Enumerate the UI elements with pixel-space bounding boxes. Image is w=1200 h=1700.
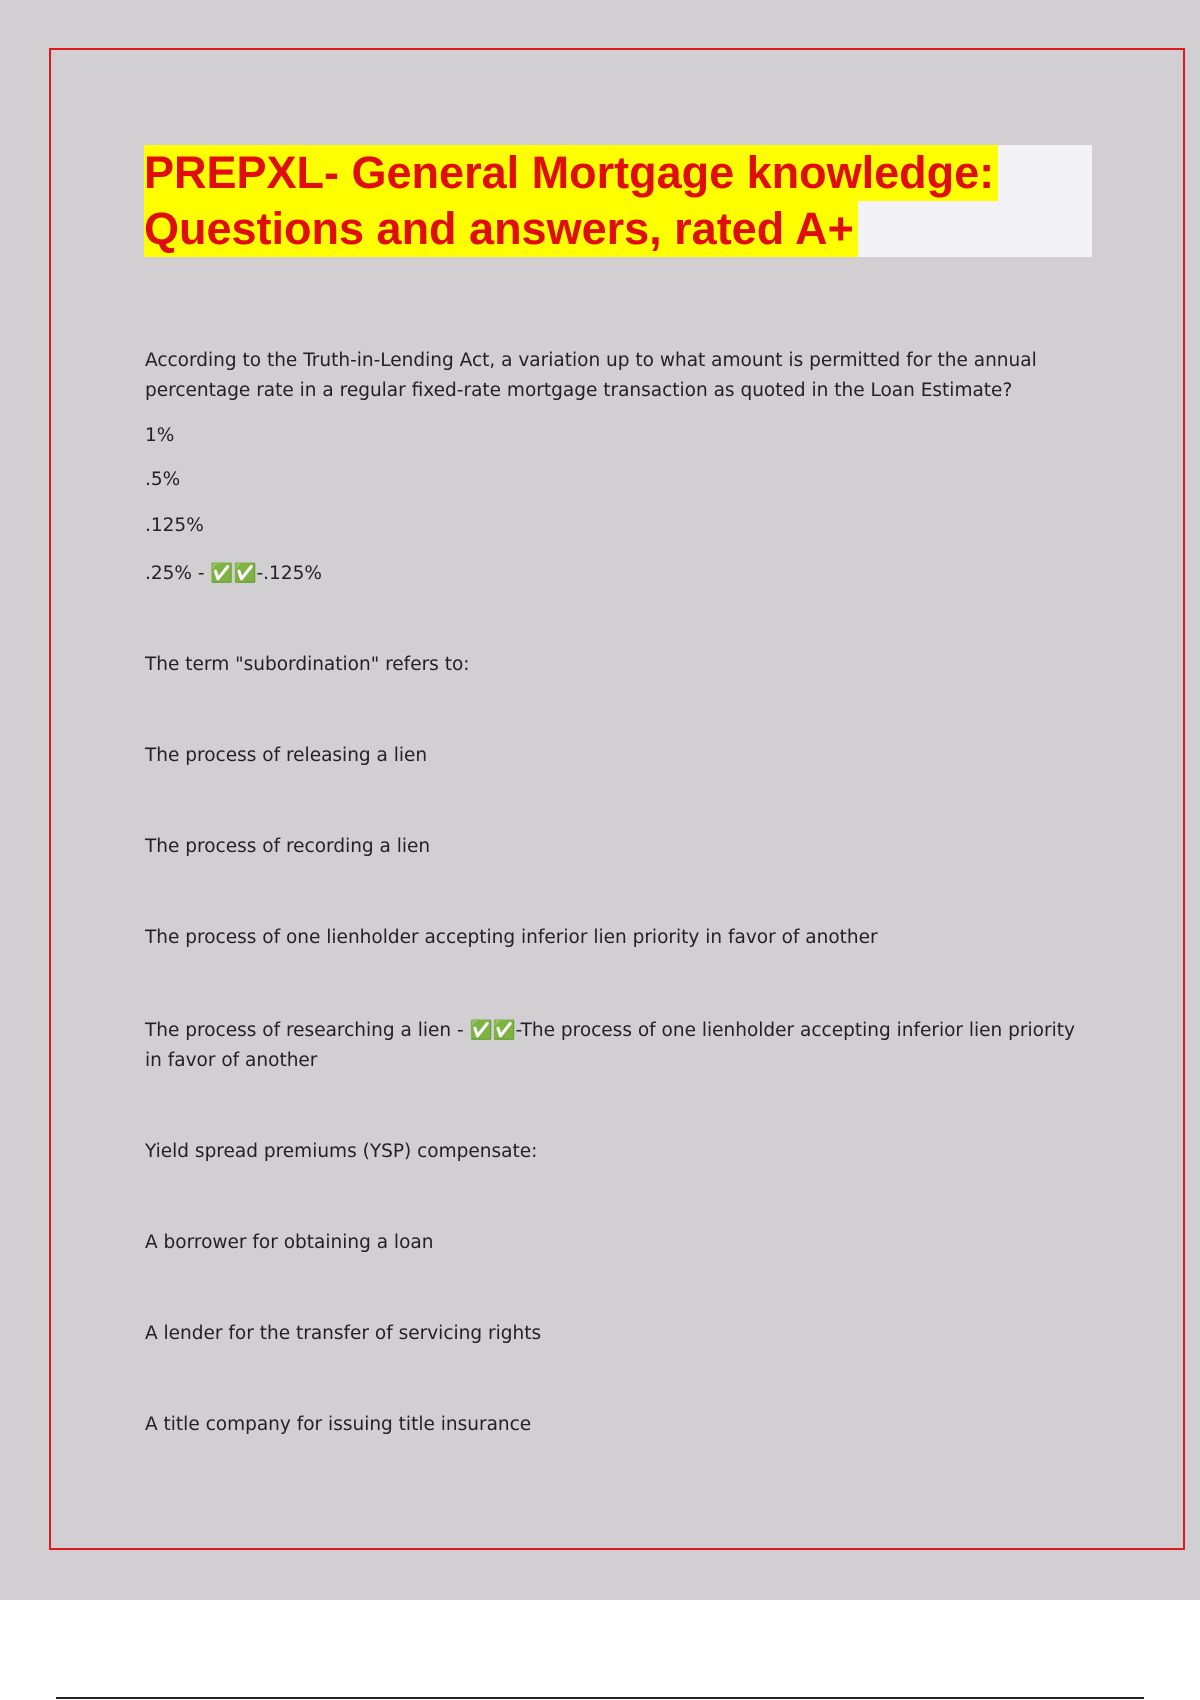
question-1-option-2: .5%: [145, 469, 181, 490]
question-1-option-1: 1%: [145, 425, 175, 446]
question-3-option-1: A borrower for obtaining a loan: [145, 1232, 434, 1253]
document-title-line-2: Questions and answers, rated A+: [144, 201, 858, 257]
question-2-option-1: The process of releasing a lien: [145, 745, 428, 766]
question-2-option-3: The process of one lienholder accepting inferior lien priority in favor of another: [145, 927, 878, 948]
question-2-prompt: The term "subordination" refers to:: [145, 654, 470, 675]
question-3-prompt: Yield spread premiums (YSP) compensate:: [145, 1141, 538, 1162]
question-1-option-4-answer: .25% - ✅✅-.125%: [145, 563, 322, 584]
question-3-option-2: A lender for the transfer of servicing rights: [145, 1323, 542, 1344]
document-title-line-1: PREPXL- General Mortgage knowledge:: [144, 145, 998, 201]
question-2-option-2: The process of recording a lien: [145, 836, 431, 857]
question-2-option-4-answer: The process of researching a lien - ✅✅-The process of one lienholder accepting inferior lien priority in favor of another: [145, 1020, 1075, 1071]
footer-rule: [56, 1697, 1144, 1699]
question-1-option-3: .125%: [145, 515, 204, 536]
question-3-option-3: A title company for issuing title insurance: [145, 1414, 532, 1435]
question-1-prompt: According to the Truth-in-Lending Act, a variation up to what amount is permitted for the annual percentage rate in a regular fixed-rate mortgage transaction as quoted in the Loan Estimate?: [145, 350, 1037, 401]
